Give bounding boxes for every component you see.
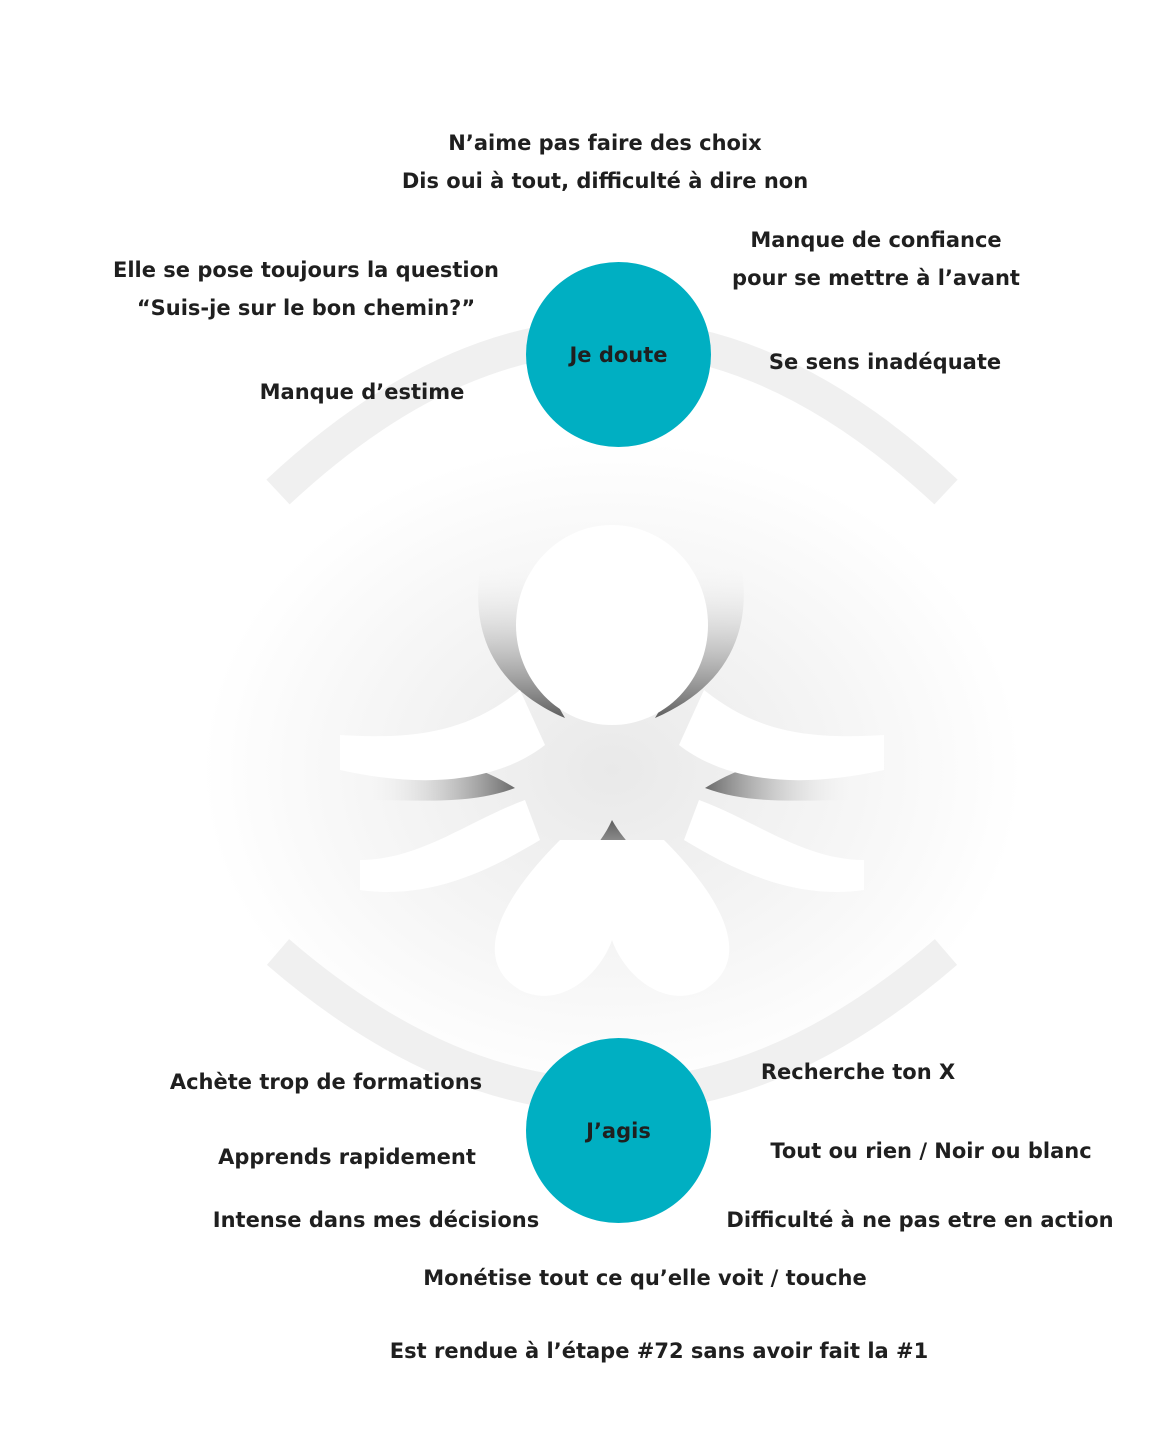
trait-step-text: Est rendue à l’étape #72 sans avoir fait la #1 [389,1339,929,1363]
trait-intense-text: Intense dans mes décisions [212,1208,540,1232]
trait-search-text: Recherche ton X [760,1060,956,1084]
trait-inadequate-text: Se sens inadéquate [768,350,1002,374]
trait-all-or-nothing-text: Tout ou rien / Noir ou blanc [770,1139,1092,1163]
j-agis-circle [526,1038,711,1223]
je-doute-label: Je doute [569,342,668,367]
trait-confidence-line2: pour se mettre à l’avant [732,266,1020,290]
trait-courses-text: Achète trop de formations [169,1070,483,1094]
trait-step [384,1332,934,1370]
trait-esteem [244,373,480,411]
trait-confidence-line1: Manque de confiance [750,228,1002,252]
trait-confidence [718,221,1034,297]
j-agis-label: J’agis [586,1118,651,1143]
trait-intense [198,1201,554,1239]
je-doute-circle [526,262,711,447]
trait-all-or-nothing [756,1132,1106,1170]
trait-inadequate [754,343,1016,381]
trait-action-text: Difficulté à ne pas etre en action [726,1208,1114,1232]
trait-action [712,1201,1128,1239]
trait-choices-line1: N’aime pas faire des choix [448,131,762,155]
trait-courses [158,1063,494,1101]
trait-monetize-text: Monétise tout ce qu’elle voit / touche [423,1266,867,1290]
trait-esteem-text: Manque d’estime [259,380,465,404]
trait-learns-text: Apprends rapidement [218,1145,476,1169]
trait-choices-line2: Dis oui à tout, difficulté à dire non [401,169,809,193]
trait-learns [206,1138,488,1176]
trait-choices [350,124,860,200]
trait-search [744,1053,972,1091]
trait-question-line2: “Suis-je sur le bon chemin?” [136,296,476,320]
trait-question [100,251,512,327]
trait-question-line1: Elle se pose toujours la question [112,258,500,282]
trait-monetize [410,1259,880,1297]
